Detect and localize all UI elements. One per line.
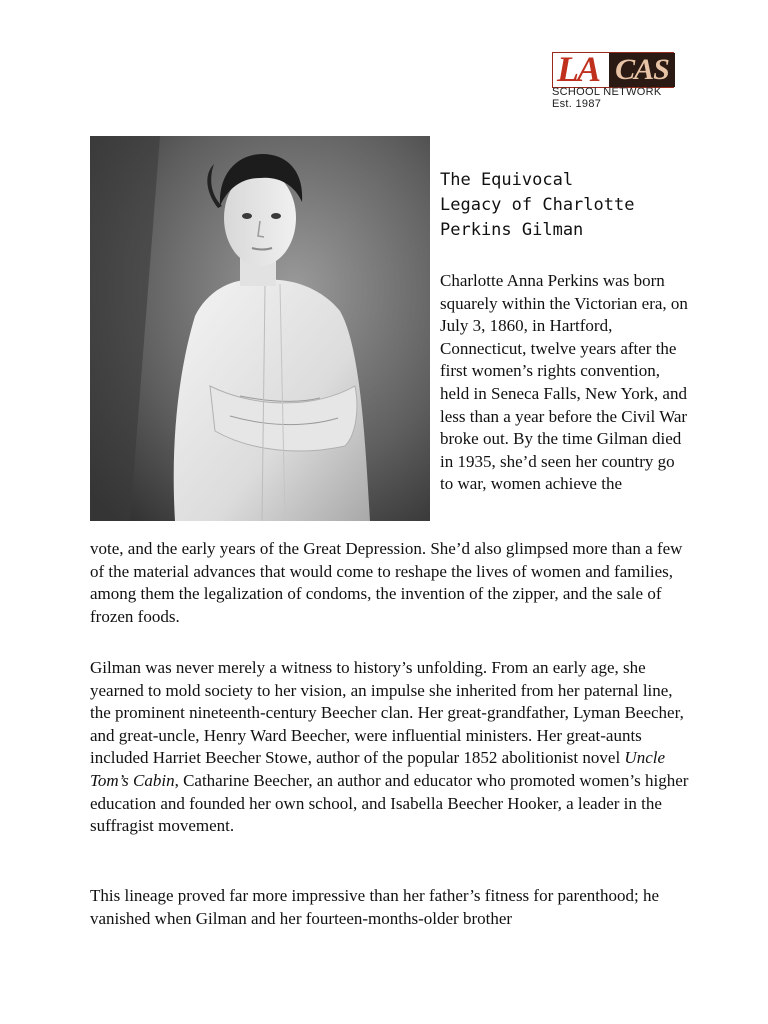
title-line-3: Perkins Gilman xyxy=(440,220,584,240)
book-title: Uncle Tom’s Cabin xyxy=(90,748,666,790)
logo-mark xyxy=(552,49,674,89)
logo-mark-left: LA xyxy=(557,49,600,89)
article-title xyxy=(440,168,680,243)
logo-subtitle: SCHOOL NETWORK xyxy=(552,86,662,98)
paragraph-2-text-b: , Catharine Beecher, an author and educator who promoted women’s higher education and founded her own school, and Isabella Beecher Hooker, a leader in the suffragist movement. xyxy=(90,770,689,836)
intro-paragraph-continued: vote, and the early years of the Great Depression. She’d also glimpsed more than a few of the material advances that would come to reshape the lives of women and families, among them the legalization of condoms, the invention of the zipper, and the sale of frozen foods. xyxy=(90,539,683,626)
title-line-1: The Equivocal xyxy=(440,170,574,190)
paragraph-2 xyxy=(90,657,695,838)
logo-mark-right: CAS xyxy=(609,53,675,87)
intro-paragraph-wrapped: Charlotte Anna Perkins was born squarely within the Victorian era, on July 3, 1860, in Hartford, Connecticut, twelve years after the first women’s rights convention, held in Seneca Falls, New York, and less than a year before the Civil War broke out. By the time Gilman died in 1935, she’d seen her country go to war, women achieve the xyxy=(440,271,688,494)
paragraph-2-text-a: Gilman was never merely a witness to history’s unfolding. From an early age, she yearned to mold society to her vision, an impulse she inherited from her paternal line, the prominent nineteenth-century Beecher clan. Her great-grandfather, Lyman Beecher, and great-uncle, Henry Ward Beecher, were influential ministers. Her great-aunts included Harriet Beecher Stowe, author of the popular 1852 abolitionist novel xyxy=(90,658,684,768)
portrait-illustration xyxy=(90,136,430,521)
title-line-2: Legacy of Charlotte xyxy=(440,195,635,215)
logo-established: Est. 1987 xyxy=(552,98,602,110)
paragraph-3: This lineage proved far more impressive than her father’s fitness for parenthood; he vanished when Gilman and her fourteen-months-older brother xyxy=(90,886,659,928)
lacas-logo xyxy=(550,49,676,112)
portrait-photo xyxy=(90,136,430,521)
